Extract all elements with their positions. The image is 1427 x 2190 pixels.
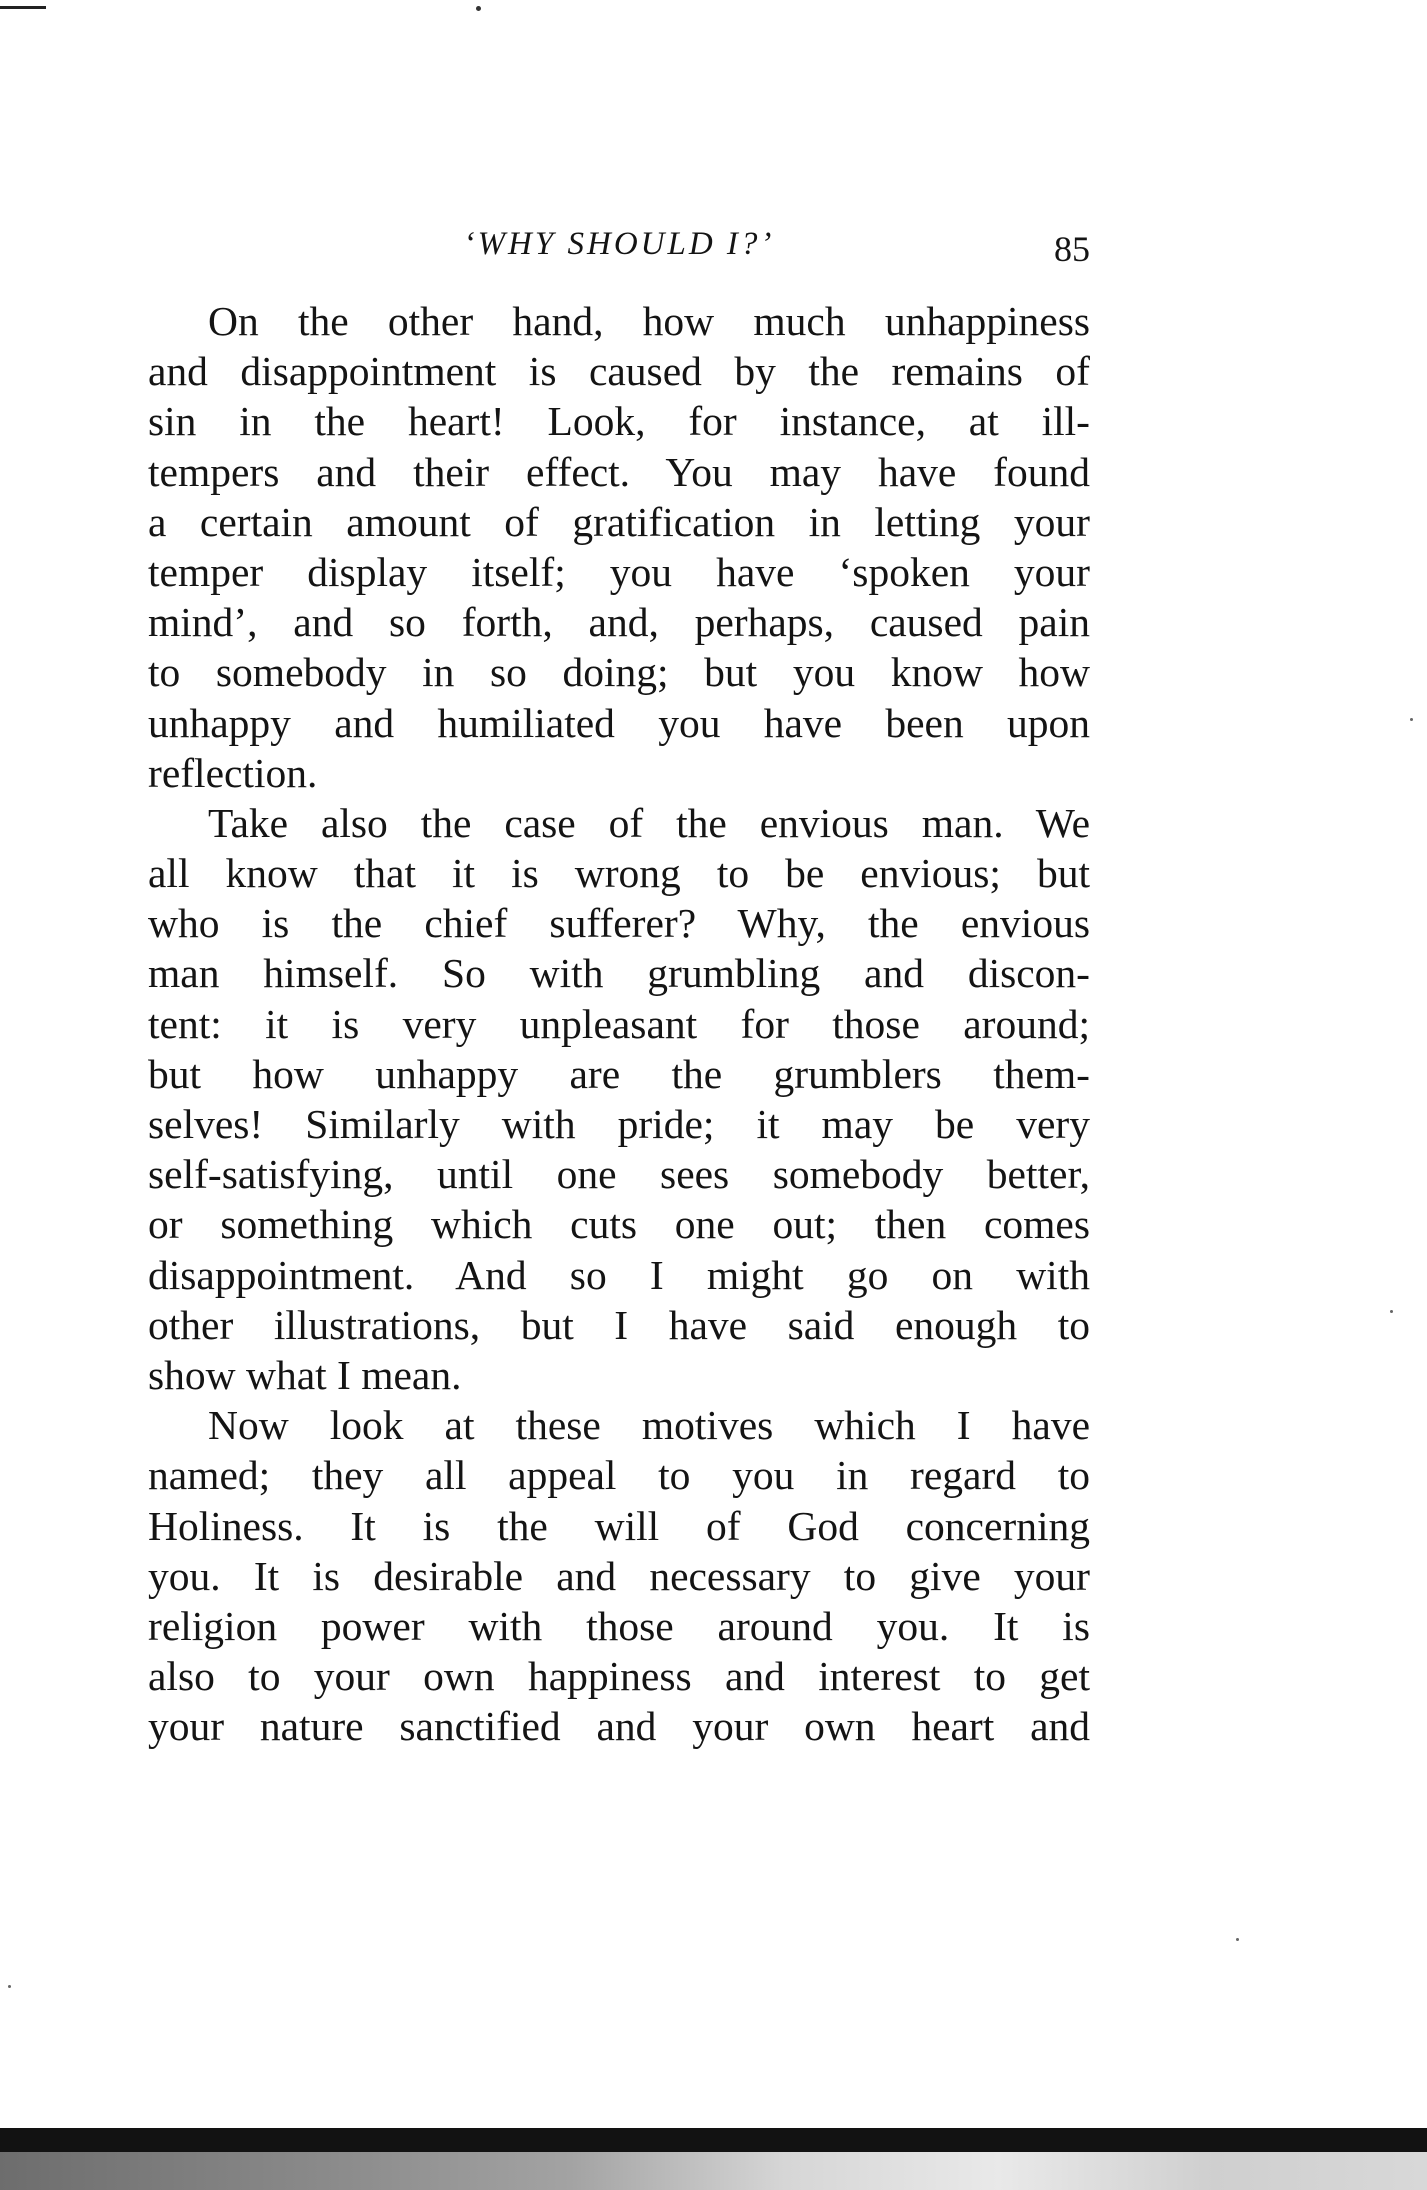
text-line: tent: it is very unpleasant for those around; (148, 1000, 1090, 1047)
text-line: who is the chief sufferer? Why, the envious (148, 900, 1090, 947)
scan-speck (1410, 718, 1413, 721)
scan-speck (1390, 1310, 1393, 1313)
text-line: named; they all appeal to you in regard to (148, 1452, 1090, 1499)
text-line: to somebody in so doing; but you know how (148, 649, 1090, 696)
page-number: 85 (1054, 229, 1090, 269)
scan-corner-mark (0, 6, 46, 9)
text-line: show what I mean. (148, 1351, 462, 1398)
text-line: all know that it is wrong to be envious; but (148, 850, 1090, 897)
text-line: selves! Similarly with pride; it may be very (148, 1101, 1090, 1147)
text-line: and disappointment is caused by the remains of (148, 348, 1090, 395)
text-line: tempers and their effect. You may have found (148, 448, 1090, 495)
text-line: other illustrations, but I have said enough to (148, 1301, 1090, 1348)
text-line: Take also the case of the envious man. We (208, 799, 1090, 846)
text-line: also to your own happiness and interest to get (148, 1653, 1090, 1700)
text-line: reflection. (148, 749, 318, 796)
running-head: ‘WHY SHOULD I?’ (463, 226, 775, 262)
body-text (148, 296, 1090, 1751)
text-line: Now look at these motives which I have (208, 1402, 1090, 1449)
text-line: religion power with those around you. It is (148, 1602, 1090, 1649)
text-line: you. It is desirable and necessary to give your (148, 1552, 1090, 1599)
text-line: but how unhappy are the grumblers them- (148, 1050, 1090, 1097)
text-line: man himself. So with grumbling and discon- (148, 950, 1090, 997)
text-line: self-satisfying, until one sees somebody better, (148, 1151, 1090, 1198)
text-line: a certain amount of gratification in letting your (148, 498, 1090, 545)
text-line: On the other hand, how much unhappiness (208, 298, 1090, 344)
text-line: disappointment. And so I might go on with (148, 1251, 1090, 1298)
text-line: your nature sanctified and your own heart and (148, 1703, 1090, 1750)
scan-speck (1236, 1938, 1239, 1941)
scan-edge-bar (0, 2128, 1427, 2152)
text-line: unhappy and humiliated you have been upon (148, 699, 1090, 746)
scan-speck (476, 6, 481, 11)
scan-speck (8, 1985, 11, 1988)
text-line: or something which cuts one out; then comes (148, 1201, 1090, 1248)
text-line: sin in the heart! Look, for instance, at ill- (148, 398, 1090, 445)
paragraph (148, 798, 1090, 1400)
text-line: temper display itself; you have ‘spoken your (148, 548, 1090, 595)
paragraph (148, 1400, 1090, 1751)
text-line: Holiness. It is the will of God concerning (148, 1502, 1090, 1549)
scan-edge-strip (0, 2152, 1427, 2190)
page-header (148, 218, 1090, 278)
paragraph (148, 296, 1090, 798)
text-line: mind’, and so forth, and, perhaps, caused pain (148, 599, 1090, 646)
